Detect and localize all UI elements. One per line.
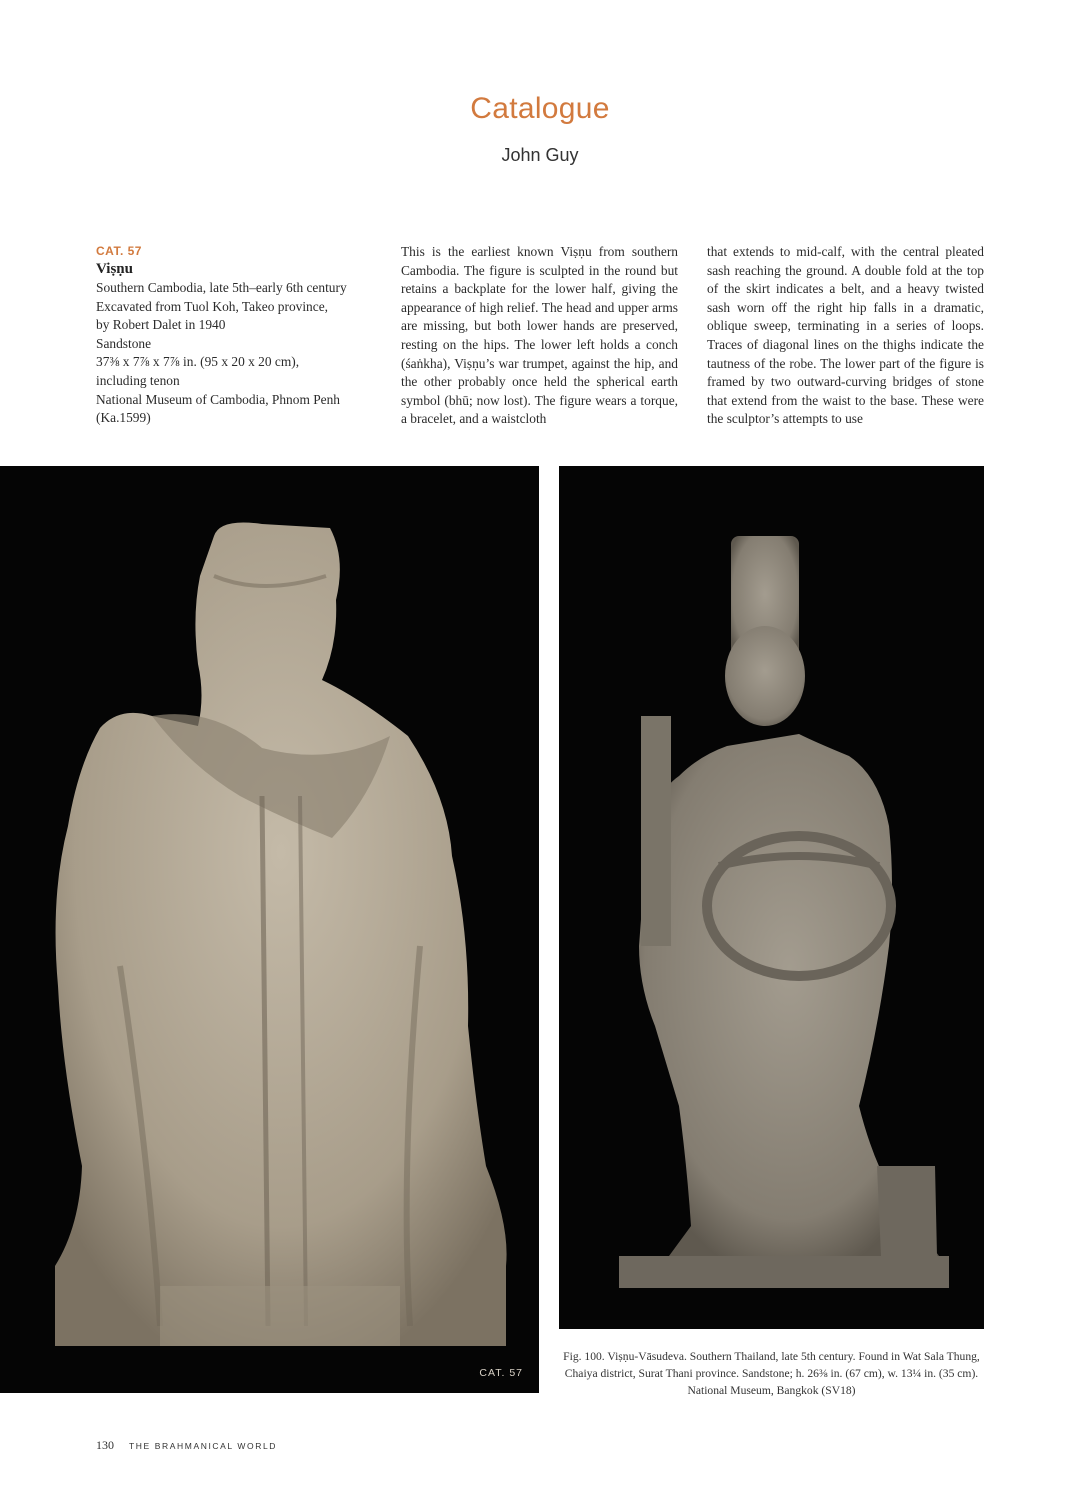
vishnu-vasudeva-image — [559, 466, 984, 1329]
running-title: THE BRAHMANICAL WORLD — [129, 1441, 278, 1451]
sculpture-photo-left — [0, 466, 539, 1393]
page-author: John Guy — [501, 145, 579, 165]
page-footer — [96, 1438, 277, 1453]
body-column-2 — [707, 243, 984, 429]
meta-line: Sandstone — [96, 335, 152, 351]
photo-label: CAT. 57 — [479, 1367, 523, 1379]
meta-line: Southern Cambodia, late 5th–early 6th century — [96, 280, 347, 295]
catalogue-title: Viṣṇu — [96, 261, 133, 277]
meta-line: including tenon — [96, 372, 180, 388]
meta-line: National Museum of Cambodia, Phnom Penh — [96, 391, 340, 407]
body-paragraph: that extends to mid-calf, with the central pleated sash reaching the ground. A double fold at the top of the skirt indicates a belt, and a heavy twisted sash worn off the right hip falls in a dramatic, oblique sweep, terminating in a series of loops. Traces of diagonal lines on the thighs indicate the tautness of the robe. The lower part of the figure is framed by two outward-curving bridges of stone that extend from the waist to the base. These were the sculptor’s attempts to use — [707, 244, 984, 427]
body-column-1 — [401, 243, 678, 429]
meta-line: (Ka.1599) — [96, 410, 151, 426]
page-title: Catalogue — [470, 92, 610, 125]
sculpture-photo-right — [559, 466, 984, 1329]
body-paragraph: This is the earliest known Viṣṇu from southern Cambodia. The figure is sculpted in the round but retains a backplate for the lower half, giving the appearance of high relief. The head and upper arms are missing, but both lower hands are preserved, resting on the hips. The lower left holds a conch (śaṅkha), Viṣṇu’s war trumpet, against the hip, and the other probably once held the spherical earth symbol (bhū; now lost). The figure wears a torque, a bracelet, and a waistcloth — [401, 244, 678, 427]
meta-line: 37⅜ x 7⅞ x 7⅞ in. (95 x 20 x 20 cm), — [96, 354, 300, 370]
meta-line: Excavated from Tuol Koh, Takeo province, — [96, 298, 328, 314]
catalogue-entry-meta — [96, 243, 381, 428]
page-number: 130 — [96, 1438, 114, 1452]
figure-caption: Fig. 100. Viṣṇu-Vāsudeva. Southern Thailand, late 5th century. Found in Wat Sala Thung, Chaiya district, Surat Thani province. Sandstone; h. 26⅜ in. (67 cm), w. 13¼ in. (35 cm). National Museum, Bangkok (SV18) — [563, 1350, 980, 1397]
meta-line: by Robert Dalet in 1940 — [96, 317, 226, 333]
vishnu-torso-image — [0, 466, 539, 1393]
catalogue-number: CAT. 57 — [96, 244, 142, 258]
